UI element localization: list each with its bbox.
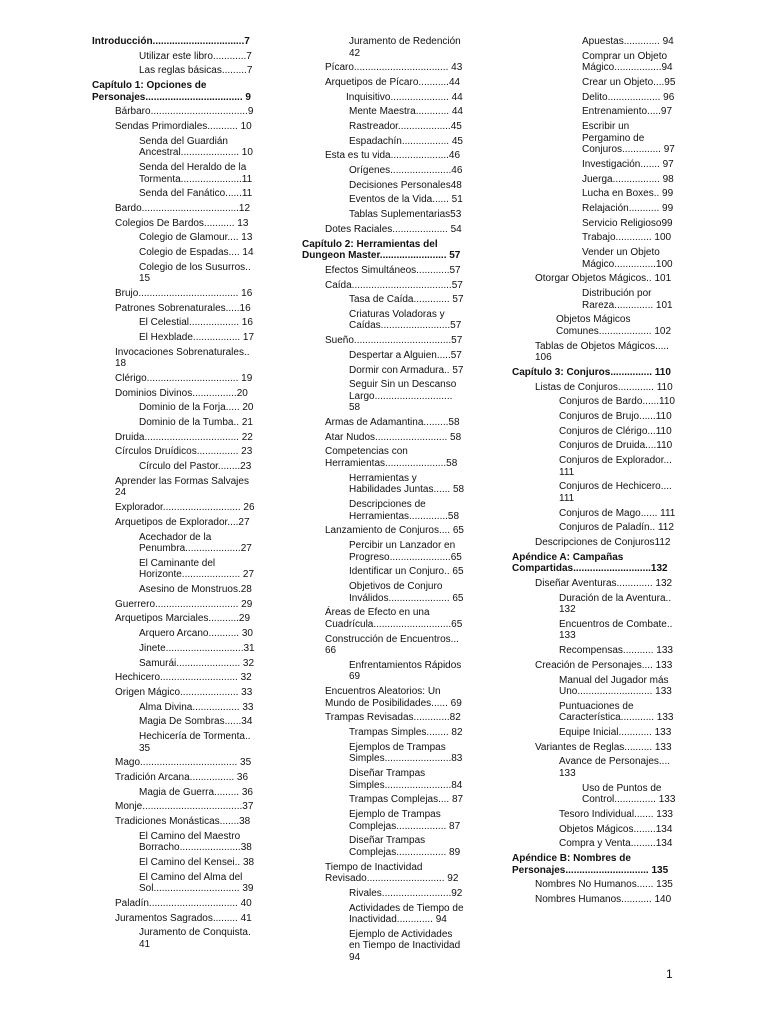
- toc-entry: Ejemplo de Trampas Complejas.................. 87: [349, 809, 461, 832]
- toc-entry: Juramento de Conquista. 41: [139, 927, 251, 950]
- toc-entry: Lucha en Boxes.. 99: [582, 188, 674, 200]
- toc-entry: Dominio de la Tumba.. 21: [139, 417, 253, 429]
- toc-entry: Objetos Mágicos........134: [559, 823, 673, 835]
- toc-entry: Recompensas........... 133: [559, 645, 673, 657]
- toc-entry: Herramientas y Habilidades Juntas...... 58: [349, 472, 465, 496]
- toc-entry: Senda del Heraldo de la Tormenta......................11: [139, 162, 253, 185]
- toc-entry: Senda del Guardián Ancestral..................... 10: [139, 135, 253, 159]
- toc-entry: Conjuros de Bardo......110: [559, 396, 675, 408]
- toc-entry: Tablas Suplementarias53: [349, 209, 462, 221]
- toc-entry: Pícaro.................................. 43: [325, 62, 463, 74]
- toc-column-3: [512, 36, 678, 909]
- toc-entry: Hechicería de Tormenta.. 35: [139, 730, 251, 754]
- toc-entry: Tiempo de Inactividad Revisado............................ 92: [325, 861, 459, 885]
- toc-entry: Rivales.........................92: [349, 887, 463, 899]
- toc-entry: Sueño...................................57: [325, 335, 463, 347]
- toc-entry: Otorgar Objetos Mágicos.. 101: [535, 273, 672, 285]
- toc-entry: Criaturas Voladoras y Caídas.........................57: [349, 308, 462, 332]
- toc-entry: Manual del Jugador más Uno........................... 133: [559, 674, 672, 698]
- toc-entry: Variantes de Reglas.......... 133: [535, 741, 672, 753]
- toc-entry: Samurái....................... 32: [139, 657, 255, 669]
- toc-entry: Origen Mágico..................... 33: [115, 686, 253, 698]
- toc-entry: Efectos Simultáneos............57: [325, 264, 461, 276]
- toc-entry: Bardo...................................12: [115, 202, 251, 214]
- toc-heading: Capítulo 3: Conjuros............... 110: [512, 366, 671, 378]
- toc-entry: Seguir Sin un Descanso Largo............................ 58: [349, 379, 457, 414]
- toc-entry: Diseñar Aventuras............. 132: [535, 577, 673, 589]
- toc-entry: Encuentros de Combate.. 133: [559, 618, 673, 642]
- toc-entry: El Camino del Alma del Sol............................... 39: [139, 871, 254, 895]
- toc-entry: Tablas de Objetos Mágicos..... 106: [535, 340, 669, 364]
- toc-entry: Equipe Inicial............ 133: [559, 727, 672, 739]
- toc-entry: Objetos Mágicos Comunes................... 102: [556, 314, 672, 337]
- toc-entry: El Camino del Kensei.. 38: [139, 856, 255, 868]
- toc-entry: El Camino del Maestro Borracho......................38: [139, 830, 252, 854]
- toc-entry: Jinete............................31: [139, 642, 255, 654]
- toc-entry: Orígenes......................46: [349, 165, 463, 177]
- toc-entry: Servicio Religioso99: [582, 217, 673, 229]
- toc-entry: Dotes Raciales.................... 54: [325, 223, 462, 235]
- toc-heading: Apéndice A: Campañas Compartidas............................132: [512, 551, 668, 575]
- toc-entry: Listas de Conjuros............. 110: [535, 381, 673, 393]
- toc-entry: Conjuros de Clérigo...110: [559, 425, 672, 437]
- toc-entry: Colegios De Bardos........... 13: [115, 217, 249, 229]
- toc-column-2: [302, 36, 466, 967]
- toc-entry: Conjuros de Explorador... 111: [559, 454, 672, 478]
- toc-entry: Patrones Sobrenaturales.....16: [115, 302, 251, 314]
- toc-entry: Sendas Primordiales........... 10: [115, 121, 252, 133]
- toc-entry: Construcción de Encuentros... 66: [325, 633, 459, 657]
- toc-entry: Actividades de Tiempo de Inactividad............. 94: [349, 902, 464, 926]
- toc-entry: Asesino de Monstruos.28: [139, 584, 252, 596]
- toc-heading: Apéndice B: Nombres de Personajes.............................. 135: [512, 853, 669, 876]
- toc-entry: Trampas Simples........ 82: [349, 727, 463, 739]
- toc-entry: Arquetipos de Pícaro...........44: [325, 76, 461, 88]
- toc-entry: Uso de Puntos de Control............... 133: [582, 782, 676, 806]
- toc-entry: Enfrentamientos Rápidos 69: [349, 659, 462, 683]
- toc-entry: Identificar un Conjuro.. 65: [349, 566, 464, 578]
- toc-entry: Brujo.................................... 16: [115, 288, 253, 299]
- toc-entry: El Hexblade................. 17: [139, 332, 255, 344]
- toc-entry: Tradiciones Monásticas.......38: [115, 815, 251, 827]
- toc-entry: Explorador............................ 26: [115, 502, 255, 514]
- toc-entry: Magia De Sombras......34: [139, 716, 253, 728]
- toc-entry: Diseñar Trampas Simples........................84: [349, 768, 463, 791]
- toc-entry: Despertar a Alguien.....57: [349, 349, 462, 361]
- toc-entry: Dominios Divinos................20: [115, 387, 248, 399]
- toc-entry: Trampas Revisadas.............82: [325, 712, 461, 724]
- toc-entry: Arquetipos de Explorador....27: [115, 516, 250, 528]
- toc-entry: Acechador de la Penumbra....................27: [139, 531, 252, 555]
- toc-entry: Conjuros de Hechicero.... 111: [559, 481, 672, 504]
- toc-entry: Dominio de la Forja..... 20: [139, 402, 254, 414]
- toc-entry: Aprender las Formas Salvajes 24: [115, 475, 249, 499]
- toc-entry: Tesoro Individual....... 133: [559, 809, 673, 820]
- toc-entry: El Caminante del Horizonte..................... 27: [139, 557, 255, 581]
- toc-entry: Trabajo............. 100: [582, 232, 672, 244]
- toc-entry: Paladín................................ 40: [115, 897, 252, 909]
- toc-entry: Invocaciones Sobrenaturales.. 18: [115, 346, 250, 370]
- toc-entry: Compra y Venta.........134: [559, 838, 673, 850]
- toc-entry: Decisiones Personales48: [349, 179, 462, 191]
- toc-entry: Druida.................................. 22: [115, 431, 253, 443]
- toc-entry: Descripciones de Herramientas..............58: [349, 499, 460, 522]
- page-number: 1: [666, 967, 673, 981]
- toc-entry: Senda del Fanático......11: [139, 188, 253, 200]
- toc-entry: Apuestas............. 94: [582, 36, 674, 47]
- toc-entry: Nombres No Humanos...... 135: [535, 879, 673, 891]
- toc-entry: Creación de Personajes.... 133: [535, 659, 673, 671]
- toc-entry: Conjuros de Brujo......110: [559, 410, 672, 422]
- toc-entry: Alma Divina................. 33: [139, 701, 254, 713]
- toc-entry: Diseñar Trampas Complejas.................. 89: [349, 835, 461, 858]
- toc-entry: Duración de la Aventura.. 132: [559, 592, 672, 616]
- toc-entry: Clérigo................................. 19: [115, 373, 253, 385]
- toc-entry: Las reglas básicas.........7: [139, 65, 253, 77]
- toc-entry: Avance de Personajes.... 133: [559, 756, 670, 780]
- toc-entry: Inquisitivo..................... 44: [346, 91, 463, 103]
- toc-entry: Distribución por Rareza.............. 101: [582, 288, 673, 311]
- toc-entry: Escribir un Pergamino de Conjuros.............. 97: [582, 121, 675, 156]
- toc-entry: Arquero Arcano........... 30: [139, 628, 253, 640]
- toc-entry: Guerrero.............................. 29: [115, 598, 253, 610]
- toc-entry: Ejemplos de Trampas Simples........................83: [349, 741, 463, 765]
- toc-entry: Juramentos Sagrados......... 41: [115, 912, 252, 924]
- toc-entry: Juerga................. 98: [582, 173, 674, 185]
- toc-entry: Delito................... 96: [582, 91, 675, 103]
- toc-entry: Objetivos de Conjuro Inválidos...................... 65: [349, 580, 464, 604]
- toc-entry: Entrenamiento.....97: [582, 106, 673, 118]
- toc-entry: Caída....................................57: [325, 279, 463, 291]
- toc-entry: Mago................................... 35: [115, 757, 252, 769]
- toc-entry: Armas de Adamantina.........58: [325, 417, 460, 429]
- toc-entry: Crear un Objeto....95: [582, 76, 676, 88]
- toc-entry: Atar Nudos.......................... 58: [325, 431, 462, 443]
- toc-entry: Dormir con Armadura.. 57: [349, 364, 464, 376]
- toc-entry: Mente Maestra............ 44: [349, 106, 463, 118]
- toc-entry: Arquetipos Marciales...........29: [115, 613, 251, 625]
- toc-entry: Eventos de la Vida...... 51: [349, 194, 463, 206]
- toc-entry: Descripciones de Conjuros112: [535, 536, 671, 548]
- toc-entry: Áreas de Efecto en una Cuadrícula............................65: [325, 607, 463, 630]
- toc-entry: Conjuros de Paladín.. 112: [559, 522, 674, 534]
- toc-entry: Relajación........... 99: [582, 202, 674, 214]
- toc-column-1: [92, 36, 256, 954]
- toc-entry: Esta es tu vida.....................46: [325, 150, 461, 162]
- toc-entry: Percibir un Lanzador en Progreso......................65: [349, 540, 462, 563]
- toc-entry: Conjuros de Mago...... 111: [559, 507, 676, 519]
- toc-entry: Monje....................................37: [115, 801, 254, 813]
- toc-entry: Círculo del Pastor........23: [139, 461, 252, 473]
- toc-entry: Tasa de Caída............. 57: [349, 294, 464, 306]
- toc-heading: Capítulo 2: Herramientas del Dungeon Master........................ 57: [302, 238, 461, 262]
- toc-entry: Tradición Arcana................ 36: [115, 771, 249, 783]
- toc-entry: El Celestial.................. 16: [139, 317, 253, 329]
- toc-entry: Encuentros Aleatorios: Un Mundo de Posibilidades...... 69: [325, 686, 462, 709]
- toc-entry: Rastreador...................45: [349, 121, 462, 133]
- toc-entry: Espadachín................. 45: [349, 135, 463, 147]
- toc-entry: Hechicero............................ 32: [115, 672, 252, 684]
- toc-entry: Lanzamiento de Conjuros.... 65: [325, 525, 464, 537]
- toc-entry: Investigación....... 97: [582, 158, 674, 170]
- toc-entry: Vender un Objeto Mágico...............100: [582, 247, 673, 270]
- toc-entry: Ejemplo de Actividades en Tiempo de Inactividad 94: [349, 928, 461, 963]
- toc-entry: Conjuros de Druida....110: [559, 440, 673, 452]
- toc-heading: Capítulo 1: Opciones de Personajes................................... 9: [92, 80, 251, 103]
- toc-entry: Juramento de Redención 42: [349, 36, 461, 59]
- toc-entry: Utilizar este libro............7: [139, 50, 252, 62]
- toc-entry: Trampas Complejas.... 87: [349, 794, 464, 806]
- toc-entry: Colegio de Espadas.... 14: [139, 247, 254, 259]
- toc-entry: Puntuaciones de Característica............ 133: [559, 700, 674, 724]
- toc-entry: Colegio de Glamour.... 13: [139, 232, 253, 244]
- toc-entry: Competencias con Herramientas......................58: [325, 446, 458, 470]
- toc-entry: Comprar un Objeto Mágico.................94: [582, 50, 673, 74]
- toc-entry: Nombres Humanos........... 140: [535, 894, 672, 906]
- toc-entry: Bárbaro...................................9: [115, 106, 254, 118]
- toc-entry: Magia de Guerra......... 36: [139, 786, 253, 798]
- toc-entry: Círculos Druídicos............... 23: [115, 446, 253, 458]
- toc-entry: Colegio de los Susurros.. 15: [139, 261, 251, 285]
- toc-heading: Introducción.................................7: [92, 36, 250, 47]
